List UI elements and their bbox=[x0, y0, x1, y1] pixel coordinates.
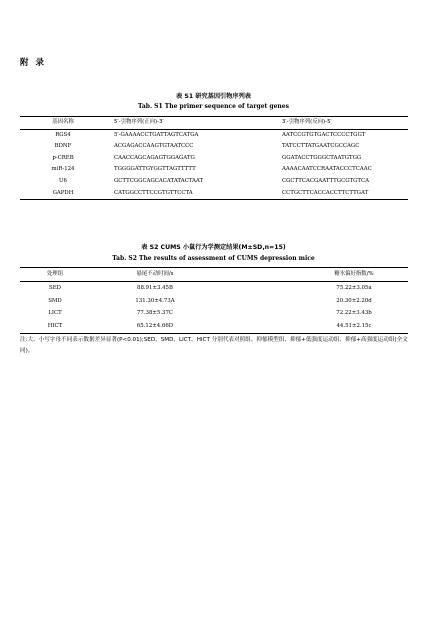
group-cell: LICT bbox=[48, 310, 62, 317]
forward-primer-cell: ACGAGACCAAGTGTAATCCC bbox=[114, 143, 194, 150]
reverse-primer-cell: AAAACAATCCRAATACCCTCAAC bbox=[282, 166, 372, 173]
table-header-row bbox=[20, 268, 408, 282]
behavior-results-table bbox=[20, 267, 408, 334]
table-row bbox=[20, 307, 408, 320]
group-cell: SED bbox=[49, 284, 61, 291]
table-row bbox=[20, 295, 408, 308]
gene-name-cell: miR-124 bbox=[51, 166, 75, 173]
table1-caption-en: Tab. S1 The primer sequence of target genes bbox=[138, 103, 289, 110]
table1-caption-cn: 表 S1 研究基因引物序列表 bbox=[176, 93, 251, 100]
sucrose-preference-cell: 72.22±3.43b bbox=[336, 310, 372, 317]
table2-caption-cn: 表 S2 CUMS 小鼠行为学测定结果(M±SD,n=15) bbox=[141, 244, 286, 251]
group-cell: SMD bbox=[48, 297, 62, 304]
reverse-primer-cell: GGATACCTGGGCTAATGTGG bbox=[282, 154, 362, 161]
primer-sequence-table bbox=[20, 116, 408, 200]
reverse-primer-cell: AATCCGTGTGACTCCCCTGGT bbox=[282, 131, 366, 138]
column-header-forward-primer: 5′-引物序列(正向)-3′ bbox=[114, 119, 164, 125]
table-row bbox=[20, 141, 408, 153]
forward-primer-cell: 5′-GAAAACCTGATTAGTCATGA bbox=[114, 131, 199, 138]
forward-primer-cell: CATGGCCTTCCGTGTTCCTA bbox=[114, 189, 193, 196]
tail-suspension-cell: 88.91±3.45B bbox=[137, 284, 173, 291]
reverse-primer-cell: CCTGCTTCACCACCTTCTTGAT bbox=[282, 189, 369, 196]
gene-name-cell: p-CREB bbox=[52, 154, 74, 161]
table-row bbox=[20, 188, 408, 200]
column-header-gene-name: 基因名称 bbox=[52, 119, 74, 125]
tail-suspension-cell: 131.30±4.73A bbox=[135, 297, 175, 304]
table-row bbox=[20, 129, 408, 141]
column-header-sucrose-preference: 糖水偏好指数/% bbox=[334, 271, 374, 277]
tail-suspension-cell: 77.38±5.37C bbox=[136, 310, 174, 317]
table-row bbox=[20, 320, 408, 333]
table-row bbox=[20, 153, 408, 165]
gene-name-cell: RGS4 bbox=[55, 131, 71, 138]
table-row bbox=[20, 281, 408, 294]
table-row bbox=[20, 176, 408, 188]
table-row bbox=[20, 164, 408, 176]
sucrose-preference-cell: 20.30±2.20d bbox=[336, 297, 372, 304]
tail-suspension-cell: 65.12±4.66D bbox=[136, 323, 174, 330]
sucrose-preference-cell: 44.51±2.15c bbox=[336, 323, 372, 330]
column-header-tail-suspension: 悬尾不动时间/s bbox=[136, 271, 174, 277]
appendix-heading: 附 录 bbox=[20, 58, 46, 68]
gene-name-cell: GAPDH bbox=[52, 189, 74, 196]
table-footnote: 注:大、小写字母不同表示数据差异显著(P<0.01);SED、SMD、LICT、HICT 分别代表对照组、抑郁模型组、抑郁+低强度运动组、抑郁+高强度运动组(全文同)。 bbox=[20, 337, 408, 354]
group-cell: HICT bbox=[47, 323, 63, 330]
column-header-group: 处理组 bbox=[46, 271, 64, 277]
reverse-primer-cell: CGCTTCACGAATTTGCGTGTCA bbox=[282, 177, 370, 184]
forward-primer-cell: TGGGGATTGYGGTTAGTTTTT bbox=[114, 166, 196, 173]
sucrose-preference-cell: 75.22±3.05a bbox=[336, 284, 372, 291]
column-header-reverse-primer: 3′-引物序列(反向)-5′ bbox=[282, 119, 332, 125]
gene-name-cell: BDNF bbox=[54, 143, 72, 150]
gene-name-cell: U6 bbox=[59, 177, 67, 184]
reverse-primer-cell: TATCCTTATGAATCGCCAGC bbox=[282, 143, 360, 150]
table-header-row bbox=[20, 117, 408, 130]
table2-caption-en: Tab. S2 The results of assessment of CUMS depression mice bbox=[112, 255, 315, 262]
forward-primer-cell: CAACCAGCAGAGTGGAGATG bbox=[114, 154, 195, 161]
forward-primer-cell: GCTTCGGCAGCACATATACTAAT bbox=[114, 177, 204, 184]
